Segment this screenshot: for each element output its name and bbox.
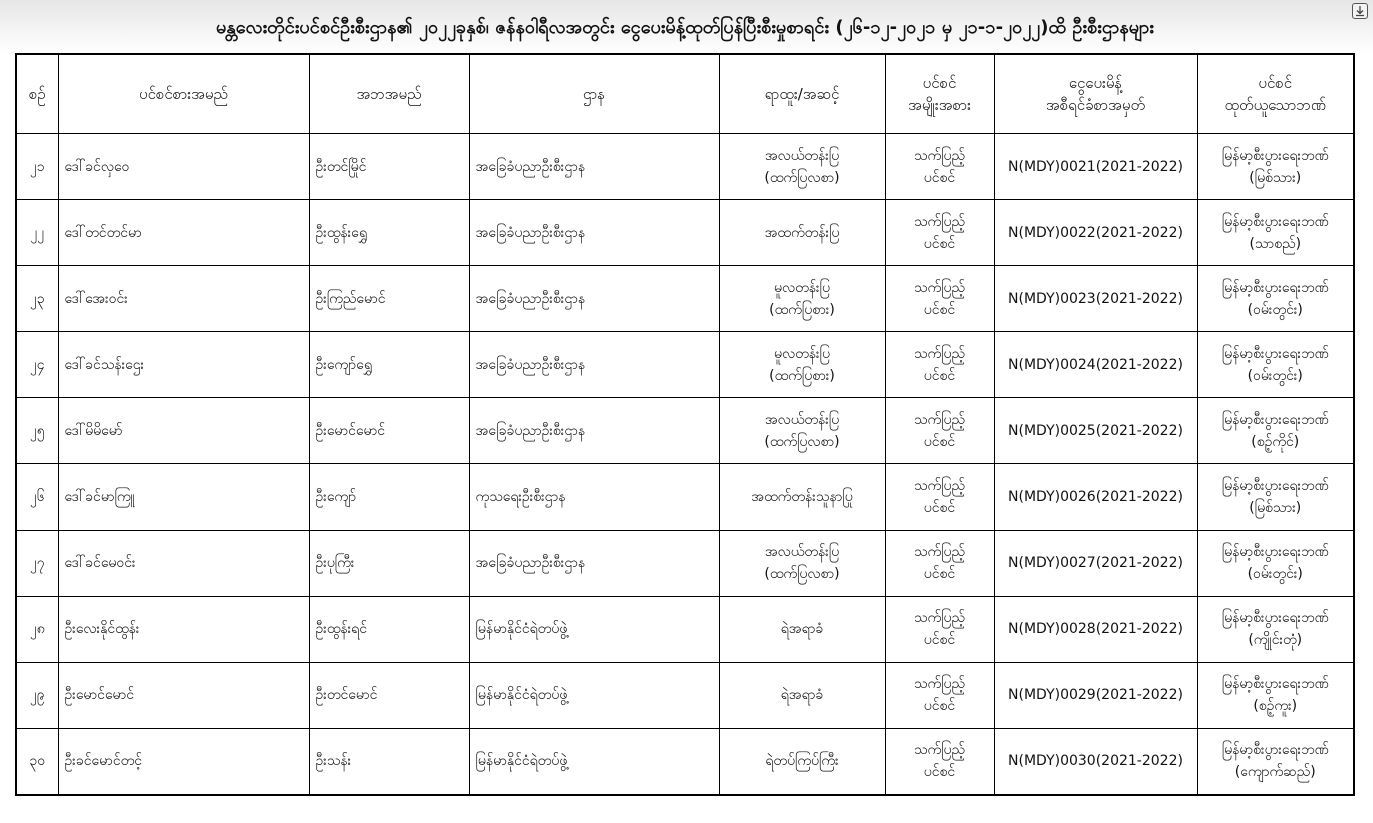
cell-pension-type-line1: သက်ပြည့် xyxy=(913,544,966,561)
cell-no: ၃၀ xyxy=(16,728,58,795)
cell-father-name: ဦးကျော်ရွှေ xyxy=(309,332,469,398)
cell-father-name: ဦးထွန်းရင် xyxy=(309,596,469,662)
header-pension-type xyxy=(885,54,994,134)
cell-department: ကုသရေးဦးစီးဌာန xyxy=(469,464,719,530)
table-row xyxy=(16,398,1354,464)
cell-pension-type-line2: ပင်စင် xyxy=(923,698,956,715)
cell-rank xyxy=(719,266,885,332)
cell-bank-line2: (စဉ့်ကိုင်) xyxy=(1251,433,1300,450)
cell-pension-type-line1: သက်ပြည့် xyxy=(913,279,966,296)
cell-rank xyxy=(719,464,885,530)
cell-bank-line1: မြန်မာ့စီးပွားရေးဘဏ် xyxy=(1221,478,1329,495)
cell-payment-order-no: N(MDY)0028(2021-2022) xyxy=(994,596,1197,662)
cell-rank-line1: အလယ်တန်းပြ xyxy=(764,147,840,164)
cell-pensioner-name: ဒေါ်ခင်လှဝေ xyxy=(58,134,309,200)
cell-rank xyxy=(719,662,885,728)
cell-no: ၂၆ xyxy=(16,464,58,530)
cell-rank-line2: (ထက်ပြစား) xyxy=(769,301,835,318)
cell-bank-line2: (ကျိုင်းတုံ) xyxy=(1248,632,1303,649)
cell-bank xyxy=(1197,662,1354,728)
header-bank-line2: ထုတ်ယူသောဘဏ် xyxy=(1224,96,1326,114)
cell-payment-order-no: N(MDY)0024(2021-2022) xyxy=(994,332,1197,398)
cell-bank-line2: (ကျောက်ဆည်) xyxy=(1234,764,1316,781)
header-payment-order-line1: ငွေပေးမိန့် xyxy=(1068,74,1123,92)
cell-pension-type xyxy=(885,398,994,464)
cell-payment-order-no: N(MDY)0021(2021-2022) xyxy=(994,134,1197,200)
cell-pension-type xyxy=(885,266,994,332)
cell-pension-type xyxy=(885,332,994,398)
cell-pension-type-line2: ပင်စင် xyxy=(923,500,956,517)
cell-bank-line1: မြန်မာ့စီးပွားရေးဘဏ် xyxy=(1221,676,1329,693)
cell-no: ၂၃ xyxy=(16,266,58,332)
cell-pensioner-name: ဦးမောင်မောင် xyxy=(58,662,309,728)
table-row xyxy=(16,596,1354,662)
cell-pension-type xyxy=(885,134,994,200)
cell-father-name: ဦးသန်း xyxy=(309,728,469,795)
cell-no: ၂၂ xyxy=(16,200,58,266)
cell-rank-line2: (ထက်ပြလစာ) xyxy=(764,566,840,583)
cell-bank-line1: မြန်မာ့စီးပွားရေးဘဏ် xyxy=(1221,610,1329,627)
header-bank-line1: ပင်စင် xyxy=(1258,74,1293,92)
cell-bank-line1: မြန်မာ့စီးပွားရေးဘဏ် xyxy=(1221,544,1329,561)
table-row xyxy=(16,332,1354,398)
cell-bank-line1: မြန်မာ့စီးပွားရေးဘဏ် xyxy=(1221,213,1329,230)
cell-pension-type-line2: ပင်စင် xyxy=(923,301,956,318)
table-row xyxy=(16,728,1354,795)
header-pension-type-line1: ပင်စင် xyxy=(922,74,957,92)
download-icon[interactable] xyxy=(1352,3,1368,19)
header-no: စဉ် xyxy=(16,54,58,134)
cell-rank-line1: မူလတန်းပြ xyxy=(774,345,830,362)
cell-pension-type-line2: ပင်စင် xyxy=(923,433,956,450)
download-icon-glyph xyxy=(1353,4,1367,18)
cell-rank xyxy=(719,596,885,662)
cell-rank-line1: အလယ်တန်းပြ xyxy=(764,544,840,561)
table-row xyxy=(16,662,1354,728)
cell-pension-type-line2: ပင်စင် xyxy=(923,764,956,781)
cell-father-name: ဦးတင်မြိုင် xyxy=(309,134,469,200)
cell-pension-type xyxy=(885,530,994,596)
cell-rank-line1: အထက်တန်းပြ xyxy=(764,224,840,241)
cell-no: ၂၇ xyxy=(16,530,58,596)
cell-no: ၂၅ xyxy=(16,398,58,464)
cell-rank-line1: ရဲအရာခံ xyxy=(780,621,824,638)
cell-department: အခြေခံပညာဦးစီးဌာန xyxy=(469,200,719,266)
cell-bank xyxy=(1197,398,1354,464)
cell-rank-line1: အလယ်တန်းပြ xyxy=(764,411,840,428)
cell-department: မြန်မာနိုင်ငံရဲတပ်ဖွဲ့ xyxy=(469,596,719,662)
table-row xyxy=(16,200,1354,266)
cell-father-name: ဦးမောင်မောင် xyxy=(309,398,469,464)
cell-no: ၂၈ xyxy=(16,596,58,662)
cell-pensioner-name: ဒေါ်ခင်မာကြူ xyxy=(58,464,309,530)
cell-pension-type-line2: ပင်စင် xyxy=(923,235,956,252)
cell-pension-type-line2: ပင်စင် xyxy=(923,169,956,186)
cell-bank xyxy=(1197,134,1354,200)
cell-pensioner-name: ဒေါ်အေးဝင်း xyxy=(58,266,309,332)
cell-pension-type-line1: သက်ပြည့် xyxy=(913,610,966,627)
cell-payment-order-no: N(MDY)0022(2021-2022) xyxy=(994,200,1197,266)
cell-pension-type-line2: ပင်စင် xyxy=(923,367,956,384)
cell-department: မြန်မာနိုင်ငံရဲတပ်ဖွဲ့ xyxy=(469,662,719,728)
table-row xyxy=(16,134,1354,200)
cell-bank xyxy=(1197,200,1354,266)
header-pension-type-line2: အမျိုးအစား xyxy=(908,96,971,114)
cell-no: ၂၁ xyxy=(16,134,58,200)
page-title: မန္တလေးတိုင်းပင်စင်ဦးစီးဌာန၏ ၂၀၂၂ခုနှစ်၊ ဇန်နဝါရီလအတွင်း ငွေပေးမိန့်ထုတ်ပြန်ပြီးစီးမှုစာရင်း (၂၆-၁၂-၂၀၂၁ မှ ၂၁-၁-၂၀၂၂)ထိ ဦးစီးဌာနများ xyxy=(216,17,1154,38)
cell-pension-type-line1: သက်ပြည့် xyxy=(913,213,966,230)
cell-pension-type-line1: သက်ပြည့် xyxy=(913,742,966,759)
cell-department: အခြေခံပညာဦးစီးဌာန xyxy=(469,134,719,200)
cell-rank-line1: မူလတန်းပြ xyxy=(774,279,830,296)
table-row xyxy=(16,266,1354,332)
cell-department: အခြေခံပညာဦးစီးဌာန xyxy=(469,530,719,596)
header-father-name: အဘအမည် xyxy=(309,54,469,134)
cell-pensioner-name: ဒေါ်ခင်မေဝင်း xyxy=(58,530,309,596)
cell-bank-line1: မြန်မာ့စီးပွားရေးဘဏ် xyxy=(1221,742,1329,759)
header-payment-order-line2: အစီရင်ခံစာအမှတ် xyxy=(1045,96,1146,114)
cell-rank-line2: (ထက်ပြလစာ) xyxy=(764,169,840,186)
header-pensioner-name: ပင်စင်စားအမည် xyxy=(58,54,309,134)
cell-bank-line2: (ဝမ်းတွင်း) xyxy=(1247,301,1303,318)
cell-payment-order-no: N(MDY)0025(2021-2022) xyxy=(994,398,1197,464)
cell-pension-type xyxy=(885,596,994,662)
cell-payment-order-no: N(MDY)0027(2021-2022) xyxy=(994,530,1197,596)
cell-pension-type-line2: ပင်စင် xyxy=(923,566,956,583)
cell-bank-line1: မြန်မာ့စီးပွားရေးဘဏ် xyxy=(1221,279,1329,296)
cell-pension-type xyxy=(885,200,994,266)
cell-rank-line1: ရဲအရာခံ xyxy=(780,687,824,704)
cell-rank xyxy=(719,200,885,266)
cell-bank-line2: (သာစည်) xyxy=(1249,235,1302,252)
cell-rank xyxy=(719,134,885,200)
table-row xyxy=(16,530,1354,596)
cell-bank xyxy=(1197,332,1354,398)
cell-rank xyxy=(719,332,885,398)
header-payment-order xyxy=(994,54,1197,134)
cell-no: ၂၄ xyxy=(16,332,58,398)
cell-pension-type-line2: ပင်စင် xyxy=(923,632,956,649)
cell-department: အခြေခံပညာဦးစီးဌာန xyxy=(469,332,719,398)
cell-pension-type-line1: သက်ပြည့် xyxy=(913,478,966,495)
cell-pensioner-name: ဒေါ်မိမိမော် xyxy=(58,398,309,464)
cell-pension-type-line1: သက်ပြည့် xyxy=(913,411,966,428)
cell-father-name: ဦးတင်မောင် xyxy=(309,662,469,728)
cell-bank xyxy=(1197,530,1354,596)
cell-department: အခြေခံပညာဦးစီးဌာန xyxy=(469,398,719,464)
table-row xyxy=(16,464,1354,530)
cell-department: အခြေခံပညာဦးစီးဌာန xyxy=(469,266,719,332)
cell-payment-order-no: N(MDY)0029(2021-2022) xyxy=(994,662,1197,728)
cell-payment-order-no: N(MDY)0026(2021-2022) xyxy=(994,464,1197,530)
cell-payment-order-no: N(MDY)0023(2021-2022) xyxy=(994,266,1197,332)
cell-father-name: ဦးကြည်မောင် xyxy=(309,266,469,332)
cell-pension-type xyxy=(885,728,994,795)
cell-pension-type-line1: သက်ပြည့် xyxy=(913,345,966,362)
cell-bank-line1: မြန်မာ့စီးပွားရေးဘဏ် xyxy=(1221,147,1329,164)
cell-bank xyxy=(1197,728,1354,795)
header-rank: ရာထူး/အဆင့် xyxy=(719,54,885,134)
cell-father-name: ဦးပုကြီး xyxy=(309,530,469,596)
header-bank xyxy=(1197,54,1354,134)
cell-bank-line1: မြန်မာ့စီးပွားရေးဘဏ် xyxy=(1221,345,1329,362)
cell-father-name: ဦးကျော် xyxy=(309,464,469,530)
pension-register-table xyxy=(15,53,1355,796)
cell-rank xyxy=(719,728,885,795)
cell-bank-line2: (မြစ်သား) xyxy=(1249,500,1302,517)
cell-no: ၂၉ xyxy=(16,662,58,728)
table-header-row xyxy=(16,54,1354,134)
cell-pension-type xyxy=(885,662,994,728)
cell-rank xyxy=(719,530,885,596)
cell-department: မြန်မာနိုင်ငံရဲတပ်ဖွဲ့ xyxy=(469,728,719,795)
cell-rank xyxy=(719,398,885,464)
cell-pension-type xyxy=(885,464,994,530)
cell-pension-type-line1: သက်ပြည့် xyxy=(913,676,966,693)
cell-rank-line2: (ထက်ပြလစာ) xyxy=(764,433,840,450)
cell-rank-line2: (ထက်ပြစား) xyxy=(769,367,835,384)
cell-payment-order-no: N(MDY)0030(2021-2022) xyxy=(994,728,1197,795)
cell-bank-line2: (မြစ်သား) xyxy=(1249,169,1302,186)
cell-father-name: ဦးထွန်းရွှေ xyxy=(309,200,469,266)
cell-rank-line1: ရဲတပ်ကြပ်ကြီး xyxy=(765,753,839,770)
cell-bank-line2: (စဉ့်ကူး) xyxy=(1253,698,1298,715)
header-department: ဌာန xyxy=(469,54,719,134)
cell-bank-line2: (ဝမ်းတွင်း) xyxy=(1247,566,1303,583)
cell-pensioner-name: ဒေါ်ခင်သန်းဌေး xyxy=(58,332,309,398)
cell-bank xyxy=(1197,266,1354,332)
cell-pensioner-name: ဦးခင်မောင်တင့် xyxy=(58,728,309,795)
cell-bank-line2: (ဝမ်းတွင်း) xyxy=(1247,367,1303,384)
cell-bank-line1: မြန်မာ့စီးပွားရေးဘဏ် xyxy=(1221,411,1329,428)
cell-rank-line1: အထက်တန်းသူနာပြု xyxy=(751,489,853,506)
cell-bank xyxy=(1197,464,1354,530)
cell-pensioner-name: ဦးလေးနိုင်ထွန်း xyxy=(58,596,309,662)
cell-pension-type-line1: သက်ပြည့် xyxy=(913,147,966,164)
cell-pensioner-name: ဒေါ်တင်တင်မာ xyxy=(58,200,309,266)
cell-bank xyxy=(1197,596,1354,662)
